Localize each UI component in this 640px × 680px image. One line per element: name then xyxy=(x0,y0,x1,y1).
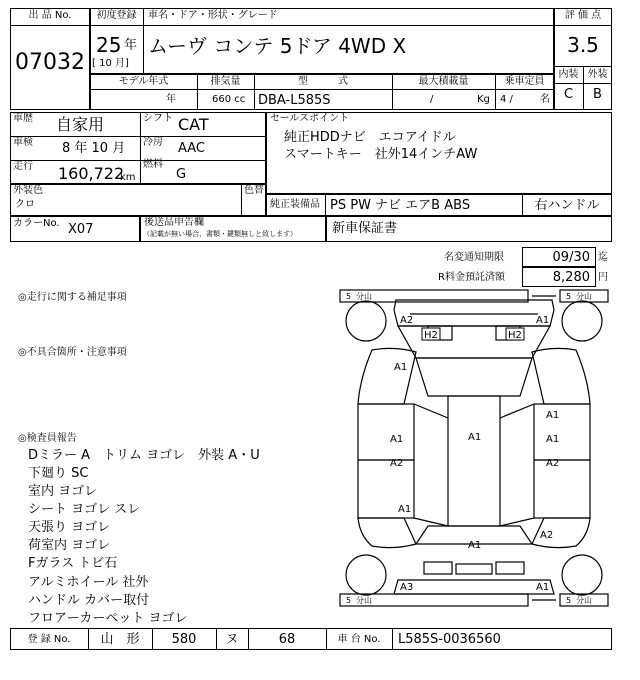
damage-mark: A2 xyxy=(390,458,404,469)
damage-mark: A1 xyxy=(546,434,560,445)
ext-color: クロ xyxy=(15,199,35,210)
car-name-label: 車名・ドア・形状・グレード xyxy=(148,10,278,21)
damage-mark: H2 xyxy=(424,330,438,341)
damage-mark: A3 xyxy=(400,582,414,593)
first-reg-month: [ 10 月] xyxy=(92,58,129,69)
name-change: 09/30 xyxy=(552,250,590,265)
tire-tread-br: 5 xyxy=(566,596,572,605)
inspector-line: フロアーカーペット ヨゴレ xyxy=(28,611,188,626)
first-reg-year-unit: 年 xyxy=(124,38,138,53)
registration-number: 68 xyxy=(278,632,296,647)
defects-label: ◎不具合箇所・注意事項 xyxy=(18,347,127,358)
inspector-line: アルミホイール 社外 xyxy=(28,575,149,590)
score-label: 評 価 点 xyxy=(564,10,602,21)
history: 自家用 xyxy=(56,115,105,134)
model-type: DBA-L585S xyxy=(258,93,331,108)
tire-tread-tl: 5 xyxy=(346,292,352,301)
tire-tread-br-unit: 分山 xyxy=(576,596,592,605)
registration-class: 580 xyxy=(171,632,197,647)
shift-label: シフト xyxy=(143,113,173,124)
sales-point-2: スマートキー 社外14インチAW xyxy=(284,147,478,162)
history-label: 車歴 xyxy=(13,113,33,124)
registration-region: 山 形 xyxy=(100,632,140,647)
damage-mark: A2 xyxy=(400,315,414,326)
tire-tread-tr: 5 xyxy=(566,292,572,301)
damage-mark: A1 xyxy=(398,504,412,515)
mileage: 160,722 xyxy=(58,164,125,183)
inspector-line: ハンドル カバー取付 xyxy=(28,593,150,608)
exterior-grade: B xyxy=(593,87,602,102)
type-label: 型 式 xyxy=(298,76,348,87)
inspector-line: シート ヨゴレ スレ xyxy=(28,502,141,517)
ac-label: 冷房 xyxy=(143,137,163,148)
warranty: 新車保証書 xyxy=(332,221,398,236)
damage-mark: A1 xyxy=(394,362,408,373)
max-load-unit: Kg xyxy=(477,94,490,105)
inspector-line: 天張り ヨゴレ xyxy=(28,520,111,535)
mileage-unit: km xyxy=(120,172,136,183)
ac: AAC xyxy=(178,141,205,156)
recycle-label: R料金預託済額 xyxy=(438,272,505,283)
displacement-label: 排気量 xyxy=(210,76,241,87)
score-value: 3.5 xyxy=(567,33,599,57)
inspector-line: 下廻り SC xyxy=(28,466,89,481)
damage-mark: A1 xyxy=(546,410,560,421)
tire-tread-bl: 5 xyxy=(346,596,352,605)
inspector-line: 荷室内 ヨゴレ xyxy=(28,538,111,553)
damage-mark: A1 xyxy=(468,540,482,551)
fuel: G xyxy=(176,167,187,182)
damage-mark: A1 xyxy=(536,582,550,593)
capacity: 4 / xyxy=(500,94,513,105)
chassis-label: 車 台 No. xyxy=(337,634,381,645)
recycle-unit: 円 xyxy=(598,272,608,283)
registration-kana: ヌ xyxy=(225,632,239,647)
tire-tread-tr-unit: 分山 xyxy=(576,292,592,301)
recycle: 8,280 xyxy=(552,270,590,285)
first-reg-year: 25 xyxy=(96,33,122,57)
tire-tread-tl-unit: 分山 xyxy=(356,292,372,301)
steering: 右ハンドル xyxy=(534,198,600,213)
interior-grade: C xyxy=(563,87,574,102)
lot-number: 07032 xyxy=(15,50,85,75)
inspector-line: Dミラー A トリム ヨゴレ 外装 A・U xyxy=(28,448,260,463)
first-reg-label: 初度登録 xyxy=(96,10,137,21)
equipment: PS PW ナビ エアB ABS xyxy=(330,198,471,213)
color-no-label: カラーNo. xyxy=(13,218,60,229)
max-load: / xyxy=(430,94,434,105)
name-change-label: 名変通知期限 xyxy=(444,252,504,263)
exterior-label: 外装 xyxy=(587,69,608,80)
shaken-label: 車検 xyxy=(13,137,33,148)
interior-label: 内装 xyxy=(558,69,579,80)
car-name: ムーヴ コンテ 5ドア 4WD X xyxy=(148,34,407,58)
supplement-label: ◎走行に関する補足事項 xyxy=(18,292,127,303)
mileage-label: 走行 xyxy=(13,161,33,172)
fuel-label: 燃料 xyxy=(143,159,163,170)
damage-mark: H2 xyxy=(508,330,522,341)
sales-point-1: 純正HDDナビ エコアイドル xyxy=(284,130,456,145)
lot-label: 出 品 No. xyxy=(28,10,72,21)
repaint-label: 色替 xyxy=(244,185,264,196)
inspector-label: ◎検査員報告 xyxy=(18,433,77,444)
inspector-line: Fガラス トビ石 xyxy=(28,556,118,571)
shaken: 8 年 10 月 xyxy=(62,141,126,156)
max-load-label: 最大積載量 xyxy=(418,76,469,87)
details-box xyxy=(10,112,266,184)
car-damage-diagram xyxy=(336,288,612,610)
doc-label: 後送品申告欄 xyxy=(144,217,204,228)
damage-mark: A2 xyxy=(546,458,560,469)
model-year-unit: 年 xyxy=(166,94,176,105)
capacity-unit: 名 xyxy=(540,94,550,105)
name-change-unit: 迄 xyxy=(598,252,608,263)
sales-point-label: セールスポイント xyxy=(270,113,350,124)
equipment-label: 純正装備品 xyxy=(270,199,320,210)
doc-note: （記載が無い場合、書類・鍵類無しと致します） xyxy=(143,230,297,238)
inspector-line: 室内 ヨゴレ xyxy=(28,484,98,499)
color-no: X07 xyxy=(68,222,94,237)
damage-mark: A2 xyxy=(540,530,554,541)
tire-tread-bl-unit: 分山 xyxy=(356,596,372,605)
model-year-label: モデル年式 xyxy=(118,76,169,87)
displacement: 660 cc xyxy=(212,94,246,105)
ext-color-box xyxy=(10,184,266,216)
shift: CAT xyxy=(178,115,209,134)
registration-label: 登 録 No. xyxy=(27,634,71,645)
capacity-label: 乗車定員 xyxy=(504,76,545,87)
damage-mark: A1 xyxy=(536,315,550,326)
damage-mark: A1 xyxy=(390,434,404,445)
ext-color-label: 外装色 xyxy=(13,185,43,196)
damage-mark: A1 xyxy=(468,432,482,443)
chassis-number: L585S-0036560 xyxy=(398,632,501,647)
